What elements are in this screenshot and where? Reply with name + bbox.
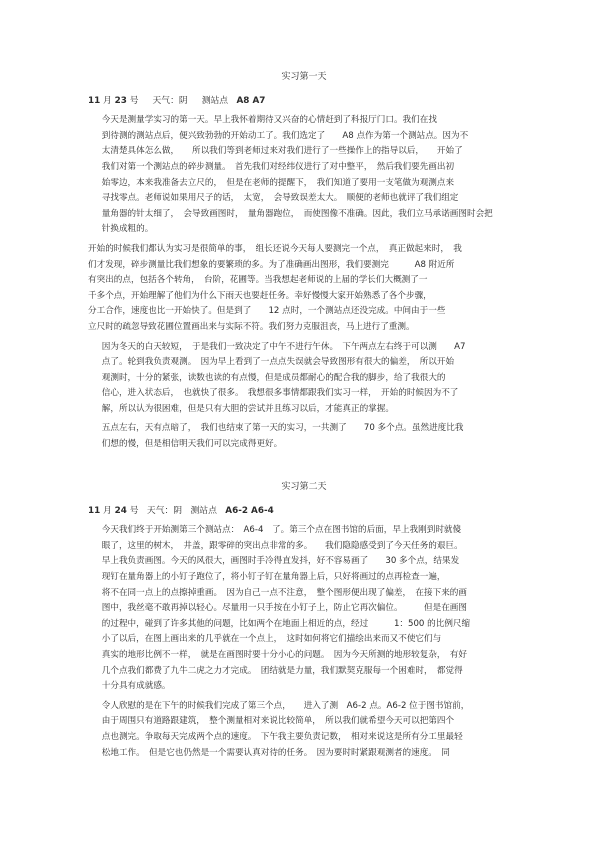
- text-line: 几个点我们都费了九牛二虎之力才完成。 团结就是力量，我们默契克服每一个困难时， 都觉得: [101, 665, 463, 676]
- day2-month-unit: 月: [103, 505, 112, 516]
- day1-month-unit: 月: [103, 95, 112, 106]
- day2-station: A6-2 A6-4: [225, 505, 274, 516]
- text-line: 今天是测量学实习的第一天。早上我怀着期待又兴奋的心情赶到了科报厅门口。我们在找: [101, 115, 437, 126]
- text-line: 们才发现，碎步测量比我们想象的要繁琐的多。为了准确画出图形，我们要测完 A8 附近所: [88, 259, 455, 270]
- text-line: 到待测的测站点后，便兴致勃勃的开始动工了。我们选定了 A8 点作为第一个测站点。因为不: [101, 130, 469, 141]
- text-line: 千多个点，开始理解了他们为什么下雨天也要赶任务。幸好慢慢大家开始熟悉了各个步骤，: [88, 290, 432, 301]
- day2-day: 24: [114, 505, 127, 516]
- day1-paragraph-3: [88, 340, 520, 418]
- text-line: 的过程中，碰到了许多其他的问题，比如两个在地面上相近的点，经过 1：500 的比例尺缩: [101, 618, 471, 629]
- text-line: 十分具有成就感。: [101, 681, 171, 692]
- day2-meta: [88, 504, 520, 520]
- day1-station-label: 测站点: [201, 95, 229, 106]
- text-line: 令人欣慰的是在下午的时候我们完成了第三个点， 进入了测 A6-2 点。A6-2 位于图书馆前，: [101, 700, 470, 711]
- text-line: 图中，我丝毫不敢再掉以轻心。尽量用一只手按在小钉子上，防止它再次偏位。 但是在画图: [101, 603, 467, 614]
- text-line: 点了。轮到我负责观测。 因为早上看到了一点点失误就会导致图形有很大的偏差， 所以开始: [101, 357, 455, 368]
- text-line: 分工合作，速度也比一开始快了。但是到了 12 点时，一个测站点还没完成。中间由于一些: [88, 306, 446, 317]
- text-line: 将不在同一点上的点擦掉重画。 因为自己一点不注意， 整个图形便出现了偏差， 在接下来的画: [101, 587, 467, 598]
- day1-weather: 天气：阴: [152, 95, 188, 106]
- day1-day: 23: [114, 95, 127, 106]
- day2-station-label: 测站点: [190, 505, 217, 516]
- text-line: 始零边，本来我准备去立尺的， 但是在老师的提醒下， 我们知道了要用一支笔做为观测点来: [101, 177, 455, 188]
- day2-section: [88, 480, 520, 761]
- text-line: 立尺时的疏忽导致花圃位置画出来与实际不符。我们努力克服沮丧，马上进行了重测。: [88, 321, 415, 332]
- text-line: 因为冬天的白天较短， 于是我们一致决定了中午不进行午休。 下午两点左右终于可以测 A7: [101, 341, 466, 352]
- text-line: 点也测完。争取每天完成两个点的速度。 下午我主要负责记数， 相对来说这是所有分工里最轻: [101, 731, 463, 742]
- text-line: 量角器的针太细了， 会导致画图时， 量角器跑位， 而使图像不准确。因此，我们立马承诺画图时会把: [101, 208, 493, 219]
- day1-title: 实习第一天: [281, 72, 327, 82]
- text-line: 早上我负责画图。今天的风很大，画图时手冷得直发抖，好不容易画了 30 多个点，结果发: [101, 556, 460, 567]
- text-line: 松地工作。 但是它也仍然是一个需要认真对待的任务。 因为要时时紧跟观测者的速度。 同: [101, 747, 450, 758]
- day1-meta: [88, 94, 520, 110]
- text-line: 开始的时候我们都认为实习是很简单的事， 组长还说今天每人要测完一个点， 真正做起来时， 我: [88, 243, 462, 254]
- text-line: 今天我们终于开始测第三个测站点： A6-4 了。第三个点在图书馆的后面，早上我刚到时就傻: [101, 525, 462, 536]
- text-line: 解，所以认为很困难，但是只有大胆的尝试并且练习以后，才能真正的掌握。: [101, 403, 394, 414]
- text-line: 由于周围只有道路跟建筑， 整个测量相对来说比较简单， 所以我们就希望今天可以把第四个: [101, 716, 455, 727]
- day1-section: [88, 70, 520, 453]
- text-line: 现钉在量角器上的小钉子跑位了，将小钉子钉在量角器上后，只好将画过的点再检查一遍，: [101, 571, 446, 582]
- text-line: 信心，进入状态后， 也就快了很多。 我想很多事情都跟我们实习一样， 开始的时候因为不了: [101, 388, 459, 399]
- text-line: 观测时，十分的紧张，读数也读的有点慢，但是成员都耐心的配合我的脚步，给了我很大的: [101, 372, 446, 383]
- text-line: 有突出的点，包括各个转角， 台阶，花圃等。当我想起老师说的上届的学长们大概测了一: [88, 275, 428, 286]
- text-line: 眼了，这里的树木， 井盖，跟零碎的突出点非常的多。 我们隐隐感受到了今天任务的艰巨。: [101, 540, 463, 551]
- day2-paragraph-2: [88, 699, 520, 761]
- text-line: 五点左右，天有点暗了， 我们也结束了第一天的实习，一共测了 70 多个点。虽然进度比我: [101, 423, 464, 434]
- day1-month: 11: [88, 95, 101, 106]
- day2-weather: 天气：阴: [146, 505, 183, 516]
- day1-station: A8 A7: [236, 95, 266, 106]
- day1-day-unit: 号: [129, 95, 139, 106]
- text-line: 寻找零点。老师说如果用尺子的话， 太宽， 会导致误差太大。 顺便的老师也就评了我们组定: [101, 193, 459, 204]
- day2-day-unit: 号: [129, 505, 139, 516]
- day1-paragraph-4: [88, 421, 520, 452]
- text-line: 们想的慢，但是相信明天我们可以完成得更好。: [101, 439, 283, 450]
- text-line: 太清楚具体怎么做， 所以我们等到老师过来对我们进行了一些操作上的指导以后， 开始了: [101, 146, 463, 157]
- day1-paragraph-2: [88, 242, 520, 336]
- day2-month: 11: [88, 505, 101, 516]
- day1-paragraph-1: [88, 113, 520, 238]
- text-line: 针换成粗的。: [101, 224, 154, 235]
- day2-paragraph-1: [88, 523, 520, 695]
- text-line: 我们对第一个测站点的碎步测量。 首先我们对经纬仪进行了对中整平， 然后我们要先画出初: [101, 161, 455, 172]
- text-line: 小了以后，在图上画出来的几乎就在一个点上， 这时如何将它们描绘出来而又不使它们与: [101, 634, 442, 645]
- text-line: 真实的地形比例不一样， 就是在画图时要十分小心的问题。 因为今天所测的地形较复杂， 有好: [101, 649, 467, 660]
- day2-title: 实习第二天: [281, 482, 327, 492]
